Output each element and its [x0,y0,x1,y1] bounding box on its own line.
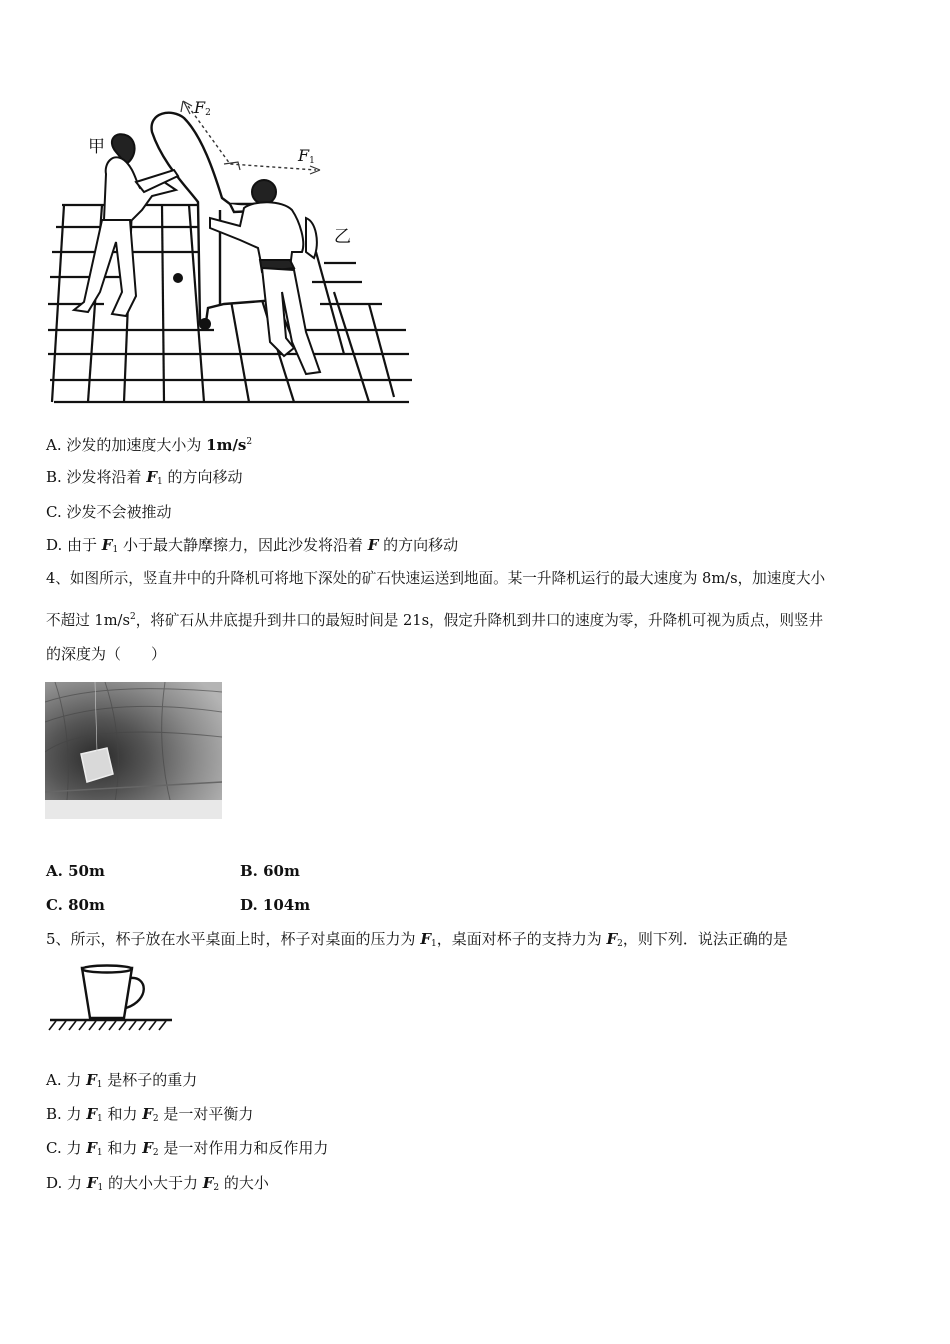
q3-option-c-text: C. 沙发不会被推动 [46,503,172,521]
q4-option-d: D. 104m [240,896,311,914]
q3-option-b-var: F [146,468,157,486]
q5-option-b-var: F [86,1105,97,1123]
q3-option-b-prefix: B. 沙发将沿着 [46,468,147,486]
label-f2 [194,98,211,118]
q4-stem-line2-post: ，将矿石从井底提升到井口的最短时间是 21s，假定升降机到井口的速度为零，升降机可视为质点，则竖井 [135,612,824,629]
mine-shaft-photo [45,682,222,819]
q3-option-d-var: F [101,536,113,554]
q3-option-a-sup: 2 [246,437,253,447]
q5-option-c-sub: 1 [96,1148,103,1158]
cup-on-table-drawing [46,960,176,1036]
q5-stem-mid: ，桌面对杯子的支持力为 [436,930,607,948]
q3-option-b [46,467,243,492]
q5-option-d-mid: 的大小大于力 [103,1174,203,1192]
q3-option-d-sub: 1 [112,545,119,555]
q5-option-a [46,1070,197,1095]
q5-option-c-suffix: 是一对作用力和反作用力 [158,1139,329,1157]
label-f2-sub: 2 [205,108,211,118]
q5-option-d-sub2: 2 [213,1183,220,1193]
q4-stem-line3-text: 的深度为（ ） [46,645,167,663]
q4-stem-line2 [46,607,823,631]
q5-option-a-prefix: A. 力 [46,1071,87,1089]
q3-option-c [46,502,171,522]
q5-option-c-var: F [86,1139,97,1157]
q5-option-b-suffix: 是一对平衡力 [158,1105,254,1123]
q3-option-d-prefix: D. 由于 [46,536,102,554]
q4-option-b: B. 60m [240,862,300,880]
q5-option-a-suffix: 是杯子的重力 [102,1071,198,1089]
q5-option-d-sub: 1 [97,1183,104,1193]
q4-stem-line3 [46,644,166,664]
q5-option-b-prefix: B. 力 [46,1105,87,1123]
q4-stem-line2-sup: 2 [129,612,136,622]
q4-option-c: C. 80m [46,896,105,914]
label-f1-var: F [298,146,310,165]
q5-option-c-sub2: 2 [152,1148,159,1158]
label-f2-var: F [194,98,206,117]
q5-stem-post: ，则下列．说法正确的是 [622,930,788,948]
q5-option-d-suffix: 的大小 [219,1174,269,1192]
q5-stem-sub1: 1 [430,939,437,949]
q5-option-c-prefix: C. 力 [46,1139,87,1157]
mine-shaft-drawing [45,682,222,819]
q3-option-d [46,535,458,560]
q4-stem-line2-pre: 不超过 1m/s [46,612,130,629]
q4-stem-line1-text: 4、如图所示，竖直井中的升降机可将地下深处的矿石快速运送到地面。某一升降机运行的最大速度为 8m/s，加速度大小 [46,570,826,587]
q5-option-c [46,1138,328,1163]
q5-stem-pre: 5、所示，杯子放在水平桌面上时，杯子对桌面的压力为 [46,930,421,948]
q3-option-d-var2: F [367,536,379,554]
q3-option-d-suffix: 的方向移动 [378,536,459,554]
label-yi: 乙 [334,227,351,247]
q5-stem-var2: F [606,930,618,948]
q3-option-a [46,432,252,455]
q5-option-d-prefix: D. 力 [46,1174,87,1192]
q5-option-b-mid: 和力 [102,1105,143,1123]
label-f1 [298,146,315,166]
label-jia: 甲 [88,137,105,157]
sofa-push-figure [44,92,414,410]
q3-option-a-prefix: A. 沙发的加速度大小为 [46,436,207,454]
q4-stem-line1 [46,569,825,589]
q5-option-d [46,1173,269,1198]
q5-stem-var1: F [420,930,431,948]
q5-option-c-mid: 和力 [102,1139,143,1157]
cup-on-table-figure [46,960,176,1036]
q5-option-b [46,1104,253,1129]
label-f1-sub: 1 [309,156,315,166]
q5-option-b-var2: F [142,1105,153,1123]
q3-option-a-value: 1m/s [206,436,247,454]
q5-option-c-var2: F [142,1139,153,1157]
q3-option-b-sub: 1 [156,477,163,487]
q5-option-a-sub: 1 [96,1080,103,1090]
q3-option-d-mid: 小于最大静摩擦力，因此沙发将沿着 [118,536,368,554]
q5-option-b-sub: 1 [96,1114,103,1124]
q5-option-d-var: F [86,1174,98,1192]
q5-stem-sub2: 2 [617,939,623,949]
q5-stem [46,929,788,954]
q5-option-b-sub2: 2 [152,1114,159,1124]
q5-option-a-var: F [86,1071,97,1089]
q4-option-a: A. 50m [46,862,105,880]
q3-option-b-suffix: 的方向移动 [162,468,243,486]
q5-option-d-var2: F [202,1174,214,1192]
